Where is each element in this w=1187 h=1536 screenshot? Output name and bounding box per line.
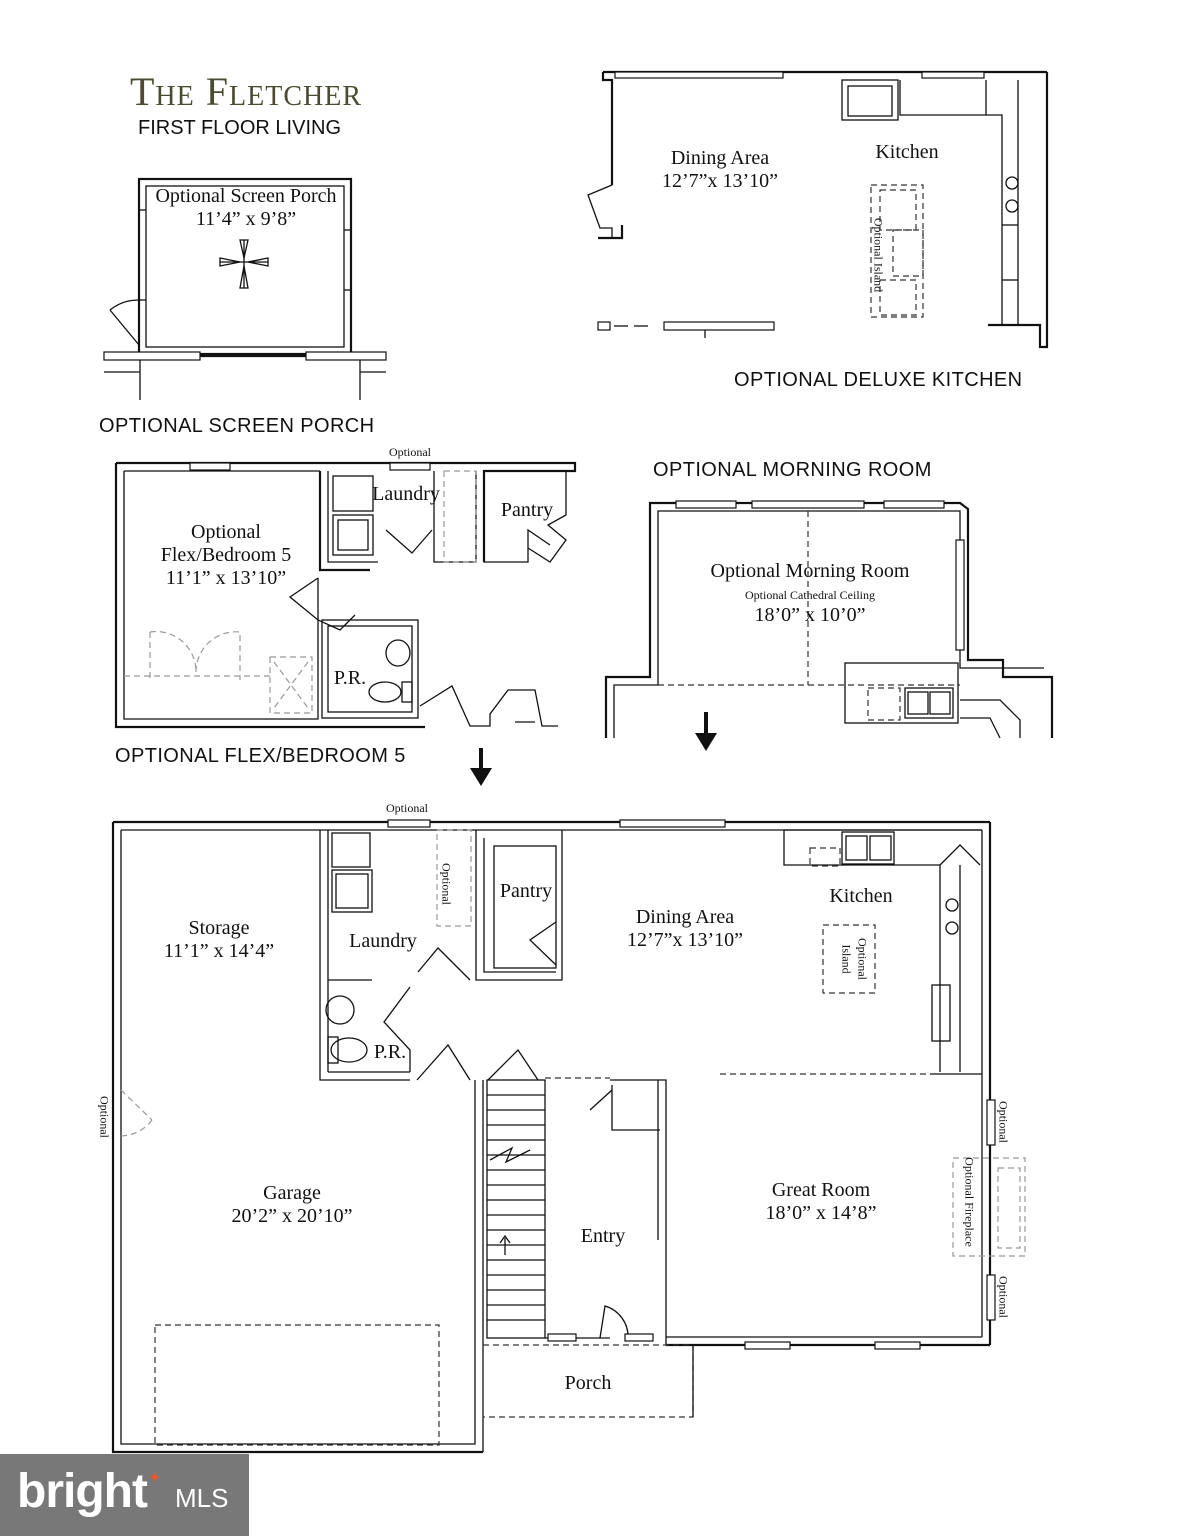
flex-bedroom-label-1: Optional [191, 521, 261, 543]
deluxe-kitchen-plan [588, 72, 1047, 347]
down-arrow-icon [695, 712, 717, 751]
porch-label: Porch [564, 1372, 612, 1394]
great-room-window-optional-1: Optional [996, 1101, 1011, 1143]
flex-laundry-label: Laundry [372, 483, 440, 505]
dining-label: Dining Area [635, 906, 735, 928]
garage-dims: 20’2” x 20’10” [231, 1205, 353, 1227]
section-title-morning-room: OPTIONAL MORNING ROOM [653, 459, 932, 481]
main-window-optional: Optional [386, 801, 428, 815]
plan-title: The Fletcher [130, 69, 362, 114]
flex-pantry-label: Pantry [500, 499, 554, 521]
laundry-optional-label: Optional [439, 863, 454, 905]
logo-star-icon: ✦ [148, 1470, 162, 1487]
powder-room-label: P.R. [373, 1041, 407, 1063]
island-label-1: Optional [855, 938, 870, 980]
garage-label: Garage [263, 1182, 321, 1204]
flex-bedroom-label-2: Flex/Bedroom 5 [160, 544, 292, 566]
fireplace-label: Optional Fireplace [962, 1157, 977, 1247]
ceiling-fan-icon [220, 240, 268, 288]
deluxe-kitchen-label: Kitchen [875, 141, 939, 163]
storage-label: Storage [188, 917, 250, 939]
dining-dims: 12’7”x 13’10” [626, 929, 744, 951]
storage-dims: 11’1” x 14’4” [163, 940, 275, 962]
great-room-dims: 18’0” x 14’8” [765, 1202, 877, 1224]
bright-mls-logo [0, 1454, 249, 1536]
deluxe-dining-dims: 12’7”x 13’10” [661, 170, 779, 192]
flex-window-optional: Optional [389, 445, 431, 459]
plan-subtitle: FIRST FLOOR LIVING [138, 117, 341, 139]
morning-room-dims: 18’0” x 10’0” [754, 604, 866, 626]
garage-door-optional: Optional [97, 1096, 112, 1138]
down-arrow-icon [470, 748, 492, 786]
section-title-flex-bedroom: OPTIONAL FLEX/BEDROOM 5 [115, 745, 406, 767]
laundry-label: Laundry [349, 930, 417, 952]
great-room-window-optional-2: Optional [996, 1276, 1011, 1318]
great-room-label: Great Room [771, 1179, 871, 1201]
flex-bedroom-dims: 11’1” x 13’10” [165, 567, 287, 589]
screen-porch-dims: 11’4” x 9’8” [195, 208, 297, 230]
deluxe-dining-label: Dining Area [670, 147, 770, 169]
screen-porch-label: Optional Screen Porch [155, 185, 337, 207]
logo-suffix-text: MLS [175, 1483, 229, 1513]
flex-powder-room-label: P.R. [333, 667, 367, 689]
pantry-label: Pantry [499, 880, 553, 902]
main-floor-plan [113, 820, 1025, 1452]
section-title-deluxe-kitchen: OPTIONAL DELUXE KITCHEN [734, 369, 1023, 391]
deluxe-island-label: Optional Island [871, 217, 886, 293]
kitchen-label: Kitchen [829, 885, 893, 907]
morning-room-label: Optional Morning Room [710, 560, 910, 582]
entry-label: Entry [580, 1225, 626, 1247]
logo-brand-text: bright [17, 1465, 147, 1518]
island-label-2: Island [839, 944, 854, 974]
section-title-screen-porch: OPTIONAL SCREEN PORCH [99, 415, 375, 437]
morning-room-ceiling: Optional Cathedral Ceiling [745, 588, 875, 602]
